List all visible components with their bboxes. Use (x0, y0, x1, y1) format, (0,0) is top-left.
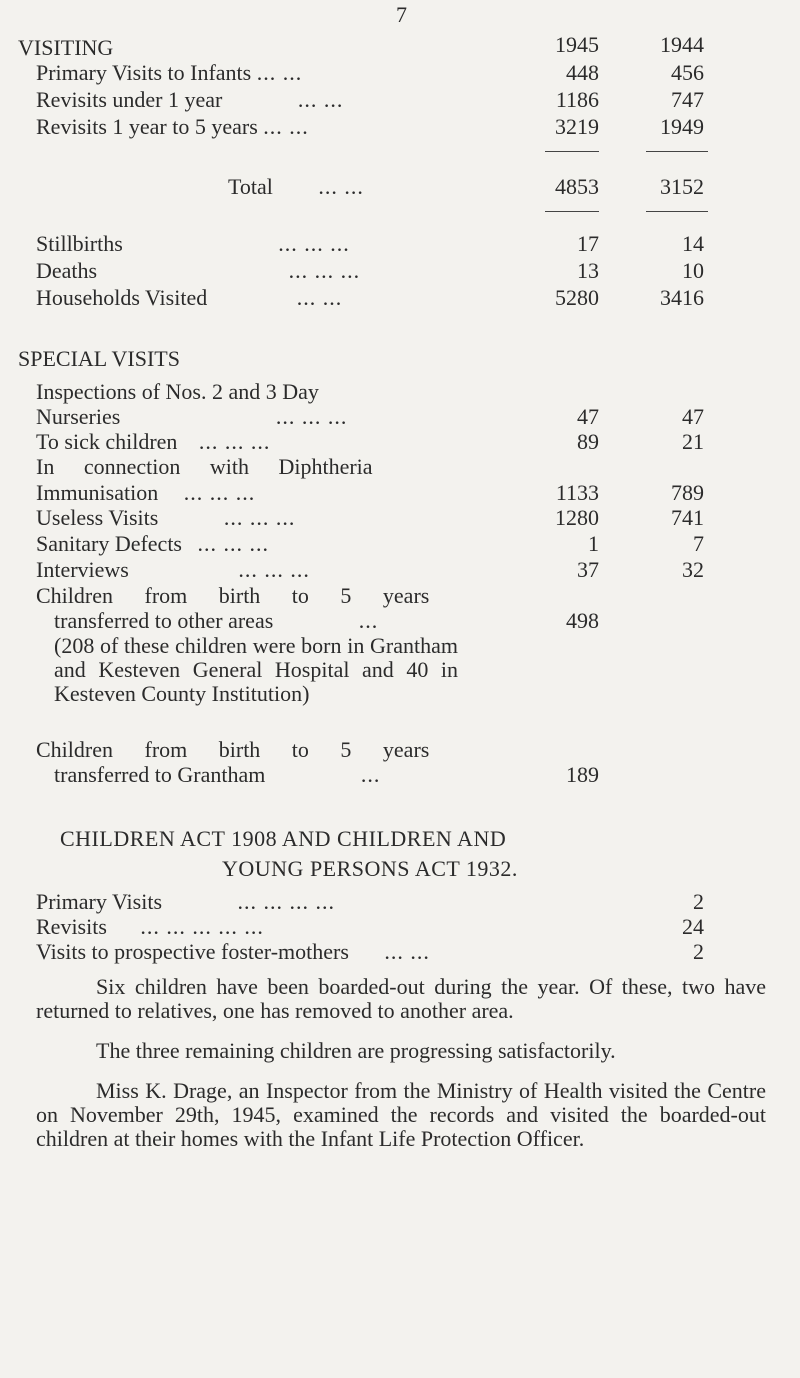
value-1945: 13 (577, 258, 599, 283)
special-visits-heading: SPECIAL VISITS (18, 346, 180, 371)
row-values (0, 258, 800, 284)
value-1945: 89 (577, 429, 599, 454)
transferred-line1: Children from birth to 5 years (36, 583, 430, 608)
table-row: Visits to prospective foster-mothers ... ... (36, 939, 430, 964)
total-values (0, 174, 800, 200)
inspections-line1: Inspections of Nos. 2 and 3 Day (36, 379, 319, 404)
paragraph: Miss K. Drage, an Inspector from the Ministry of Health visited the Centre on November 29th, 1945, examined the records and visited the boarded-out children at their homes with the Infant Life Protection Officer. (36, 1078, 766, 1151)
children-act-heading-line1: CHILDREN ACT 1908 AND CHILDREN AND (60, 826, 507, 851)
value-1945: 47 (577, 404, 599, 429)
row-values (0, 557, 800, 583)
row-values (0, 939, 800, 965)
row-label: Primary Visits to Infants ... ... (36, 60, 303, 85)
table-row: To sick children ... ... ... (36, 429, 271, 454)
row-label: Revisits under 1 year ... ... (36, 87, 344, 112)
total-label: Total ... ... (228, 174, 364, 199)
row-values (0, 60, 800, 86)
total-1944: 3152 (660, 174, 704, 199)
year-header-row (0, 32, 800, 58)
table-row: Sanitary Defects ... ... ... (36, 531, 269, 556)
value-1944: 3416 (660, 285, 704, 310)
value: 2 (693, 939, 704, 964)
row-values (0, 285, 800, 311)
value-1944: 789 (671, 480, 704, 505)
table-row: Primary Visits ... ... ... ... (36, 889, 336, 914)
value-1944: 10 (682, 258, 704, 283)
table-row: Useless Visits ... ... ... (36, 505, 296, 530)
paragraph: The three remaining children are progressing satisfactorily. (96, 1038, 616, 1063)
value-1944: 14 (682, 231, 704, 256)
grantham-line1: Children from birth to 5 years (36, 737, 430, 762)
value-1944: 47 (682, 404, 704, 429)
value-1945: 498 (566, 608, 599, 633)
row-values (0, 114, 800, 140)
value-1945: 1133 (555, 480, 599, 505)
value-1944: 747 (671, 87, 704, 112)
total-1945: 4853 (555, 174, 599, 199)
value-1944: 456 (671, 60, 704, 85)
value-1945: 3219 (555, 114, 599, 139)
row-label: Stillbirths ... ... ... (36, 231, 350, 256)
row-values (0, 231, 800, 257)
value: 24 (682, 914, 704, 939)
row-values (0, 889, 800, 915)
row-values (0, 480, 800, 506)
row-values (0, 404, 800, 430)
value: 2 (693, 889, 704, 914)
value-1945: 448 (566, 60, 599, 85)
value-1945: 37 (577, 557, 599, 582)
subtotal-rule (646, 151, 708, 152)
value-1944: 21 (682, 429, 704, 454)
table-row: Interviews ... ... ... (36, 557, 310, 582)
row-values (0, 608, 800, 634)
value-1944: 32 (682, 557, 704, 582)
transferred-line2: transferred to other areas ... (54, 608, 379, 633)
subtotal-rule (545, 151, 599, 152)
inspections-line2: Nurseries ... ... ... (36, 404, 348, 429)
page-number: 7 (396, 2, 407, 27)
value-1945: 5280 (555, 285, 599, 310)
row-label: Deaths ... ... ... (36, 258, 361, 283)
diphtheria-line2: Immunisation ... ... ... (36, 480, 256, 505)
grantham-line2: transferred to Grantham ... (54, 762, 381, 787)
paragraph: Six children have been boarded-out during the year. Of these, two have returned to relatives, one has removed to another area. (36, 974, 766, 1023)
row-values (0, 87, 800, 113)
total-rule (646, 211, 708, 212)
value-1945: 1186 (555, 87, 599, 112)
value-1945: 1 (588, 531, 599, 556)
year-1944-header: 1944 (660, 32, 704, 57)
children-act-heading-line2: YOUNG PERSONS ACT 1932. (222, 856, 518, 881)
row-values (0, 429, 800, 455)
value-1945: 17 (577, 231, 599, 256)
total-rule (545, 211, 599, 212)
value-1945: 189 (566, 762, 599, 787)
row-values (0, 531, 800, 557)
value-1944: 1949 (660, 114, 704, 139)
row-values (0, 914, 800, 940)
value-1944: 7 (693, 531, 704, 556)
value-1944: 741 (671, 505, 704, 530)
born-note: (208 of these children were born in Grantham and Kesteven General Hospital and 40 in Kesteven County Institution) (54, 633, 458, 706)
row-values (0, 762, 800, 788)
table-row: Revisits ... ... ... ... ... (36, 914, 264, 939)
row-values (0, 505, 800, 531)
row-label: Revisits 1 year to 5 years ... ... (36, 114, 309, 139)
year-1945-header: 1945 (555, 32, 599, 57)
visiting-heading: VISITING (18, 35, 114, 60)
diphtheria-line1: In connection with Diphtheria (36, 454, 373, 479)
value-1945: 1280 (555, 505, 599, 530)
row-label: Households Visited ... ... (36, 285, 343, 310)
